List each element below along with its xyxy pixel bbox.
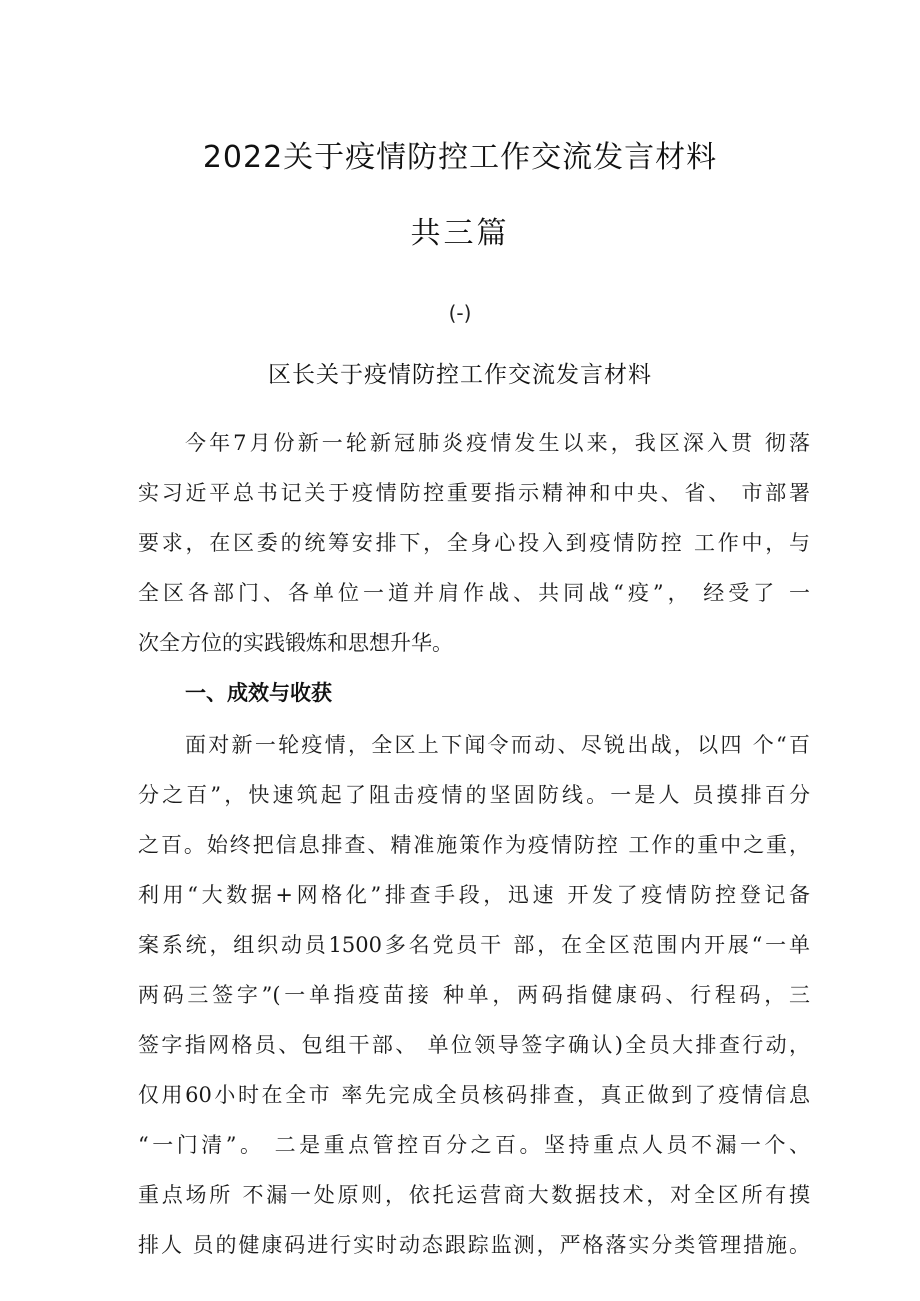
section-subtitle: 区长关于疫情防控工作交流发言材料	[268, 362, 652, 388]
paragraph-line: 全区各部门、各单位一道并肩作战、共同战“疫”， 经受了 一	[138, 581, 810, 605]
paragraph-line: 仅用60小时在全市 率先完成全员核码排查，真正做到了疫情信息	[138, 1083, 810, 1107]
paragraph-line: 排人 员的健康码进行实时动态跟踪监测，严格落实分类管理措施。	[138, 1233, 810, 1257]
paragraph-line: 之百。始终把信息排查、精准施策作为疫情防控 工作的重中之重，	[138, 833, 810, 857]
paragraph-line: 要求，在区委的统筹安排下，全身心投入到疫情防控 工作中，与	[138, 531, 810, 555]
paragraph-line: 两码三签字”(一单指疫苗接 种单，两码指健康码、行程码，三	[138, 983, 810, 1007]
paragraph-line: 实习近平总书记关于疫情防控重要指示精神和中央、省、 市部署	[138, 481, 810, 505]
document-title-count: 共三篇	[410, 216, 510, 251]
paragraph-line: 利用“大数据+网格化”排查手段，迅速 开发了疫情防控登记备	[138, 883, 810, 907]
document-title: 2022关于疫情防控工作交流发言材料	[202, 140, 718, 175]
paragraph-line: 签字指网格员、包组干部、 单位领导签字确认)全员大排查行动，	[138, 1033, 810, 1057]
paragraph-line: 重点场所 不漏一处原则，依托运营商大数据技术，对全区所有摸	[138, 1183, 810, 1207]
paragraph-line: 今年7月份新一轮新冠肺炎疫情发生以来，我区深入贯 彻落	[185, 431, 810, 455]
paragraph-line: 分之百”，快速筑起了阻击疫情的坚固防线。一是人 员摸排百分	[138, 783, 810, 807]
section-heading: 一、成效与收获	[185, 681, 332, 705]
part-number: (-)	[448, 301, 472, 325]
paragraph-line: 面对新一轮疫情，全区上下闻令而动、尽锐出战，以四 个“百	[185, 733, 810, 757]
paragraph-line: 次全方位的实践锻炼和思想升华。	[138, 631, 453, 655]
paragraph-line: “一门清”。 二是重点管控百分之百。坚持重点人员不漏一个、	[138, 1133, 810, 1157]
paragraph-line: 案系统，组织动员1500多名党员干 部，在全区范围内开展“一单	[138, 933, 810, 957]
